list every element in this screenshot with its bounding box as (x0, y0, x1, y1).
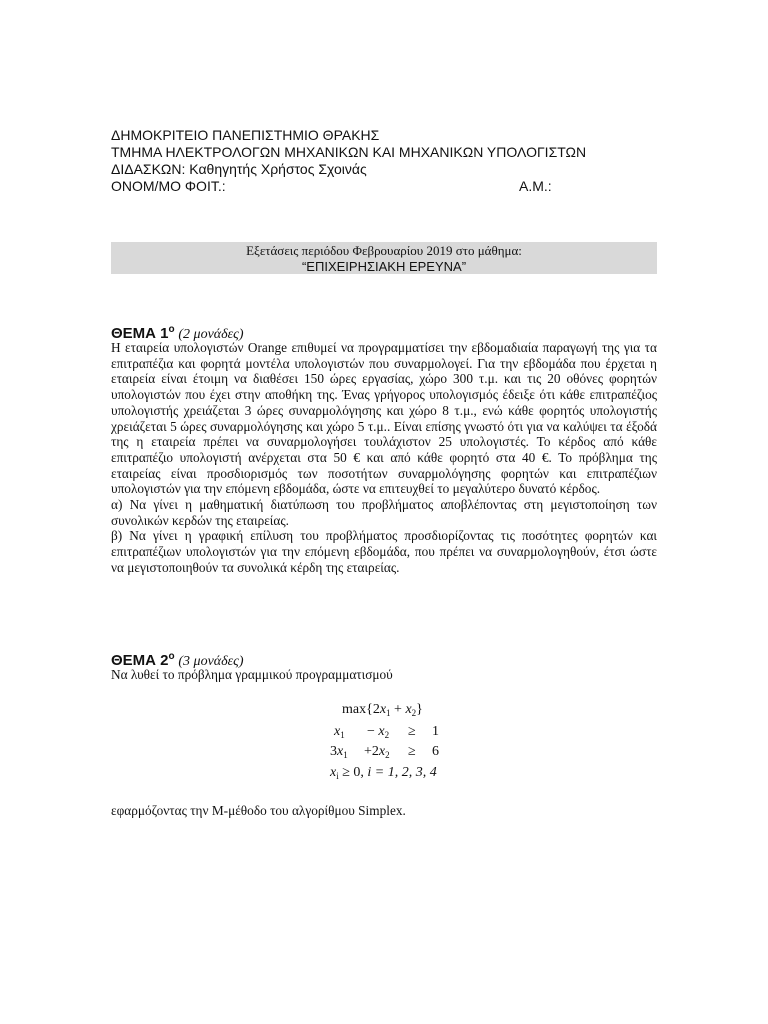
university-name: ΔΗΜΟΚΡΙΤΕΙΟ ΠΑΝΕΠΙΣΤΗΜΙΟ ΘΡΑΚΗΣ (111, 127, 380, 143)
topic-1-title: ΘΕΜΑ 1 (111, 325, 169, 342)
topic-1-body (111, 340, 657, 576)
topic-1-paragraph: Η εταιρεία υπολογιστών Orange επιθυμεί να προγραμματίσει την εβδομαδιαία παραγωγή της για τα επιτραπέζια και φορητά μοντέλα υπολογιστών που συναρμολογεί. Για την εβδομάδα που έρχεται η εταιρεία είναι έτοιμη να διαθέσει 150 ώρες εργασίας, χώρο 300 τ.μ. και τις 20 οθόνες φορητών υπολογιστών που έχει στην αποθήκη της. Ένας γρήγορος υπολογισμός έδειξε ότι κάθε επιτραπέζιος υπολογιστής χρειάζεται 3 ώρες συναρμολόγησης και χώρο 8 τ.μ., ενώ κάθε φορητός υπολογιστής χρειάζεται 5 ώρες συναρμολόγησης και χώρο 5 τ.μ.. Είναι επίσης γνωστό ότι για να καλύψει τα έξοδά της η εταιρεία πρέπει να συναρμολογήσει τουλάχιστον 25 υπολογιστές. Το κέρδος από κάθε επιτραπέζιο υπολογιστή ανέρχεται στα 50 € και από κάθε φορητό στα 40 €. Το πρόβλημα της εταιρείας είναι προσδιορισμός των ποσοτήτων συναρμολόγησης φορητών και επιτραπέζιων υπολογιστών για την επόμενη εβδομάδα, ώστε να επιτευχθεί το μεγαλύτερο δυνατό κέρδος. (111, 340, 657, 497)
instructor-line: ΔΙΔΑΣΚΩΝ: Καθηγητής Χρήστος Σχοινάς (111, 161, 367, 177)
nonnegativity-constraint: $x_i \ge 0$, i = 1, 2, 3, 4 (330, 765, 437, 781)
constraint-1: $x_1$ − $x_2$ ≥ 1 (334, 724, 439, 740)
constraint-2: $3x_1$ $+2x_2$ ≥ 6 (330, 744, 439, 760)
topic-1-ordinal: ο (168, 324, 175, 335)
topic-2-ordinal: ο (168, 651, 175, 662)
topic-2-title: ΘΕΜΑ 2 (111, 652, 169, 669)
course-title: “ΕΠΙΧΕΙΡΗΣΙΑΚΗ ΕΡΕΥΝΑ” (301, 258, 467, 274)
topic-1-points: (2 μονάδες) (178, 327, 244, 342)
student-name-label: ΟΝΟΜ/ΜΟ ΦΟΙΤ.: (111, 178, 226, 194)
objective-function: $\max\{2x_1 + x_2\}$ (342, 702, 423, 718)
topic-1-part-a: α) Να γίνει η μαθηματική διατύπωση του προβλήματος αποβλέποντας στη μεγιστοποίηση των συνολικών κερδών της εταιρείας. (111, 497, 657, 528)
document-header (111, 127, 671, 195)
student-id-label: Α.Μ.: (519, 178, 552, 194)
topic-2-intro: Να λυθεί το πρόβλημα γραμμικού προγραμματισμού (111, 667, 393, 682)
department-name: ΤΜΗΜΑ ΗΛΕΚΤΡΟΛΟΓΩΝ ΜΗΧΑΝΙΚΩΝ ΚΑΙ ΜΗΧΑΝΙΚΩΝ ΥΠΟΛΟΓΙΣΤΩΝ (111, 144, 587, 160)
student-line (111, 178, 671, 195)
exam-title-box (111, 242, 657, 274)
exam-period: Εξετάσεις περιόδου Φεβρουαρίου 2019 στο μάθημα: (246, 243, 522, 258)
topic-1-part-b: β) Να γίνει η γραφική επίλυση του προβλήματος προσδιορίζοντας τις ποσότητες φορητών και επιτραπέζιων υπολογιστών για την επόμενη εβδομάδα, που πρέπει να συναρμολογηθούν, έτσι ώστε να μεγιστοποιηθούν τα συνολικά κέρδη της εταιρείας. (111, 528, 657, 575)
topic-2-points: (3 μονάδες) (178, 654, 244, 669)
simplex-instruction: εφαρμόζοντας την Μ-μέθοδο του αλγορίθμου Simplex. (111, 803, 406, 818)
